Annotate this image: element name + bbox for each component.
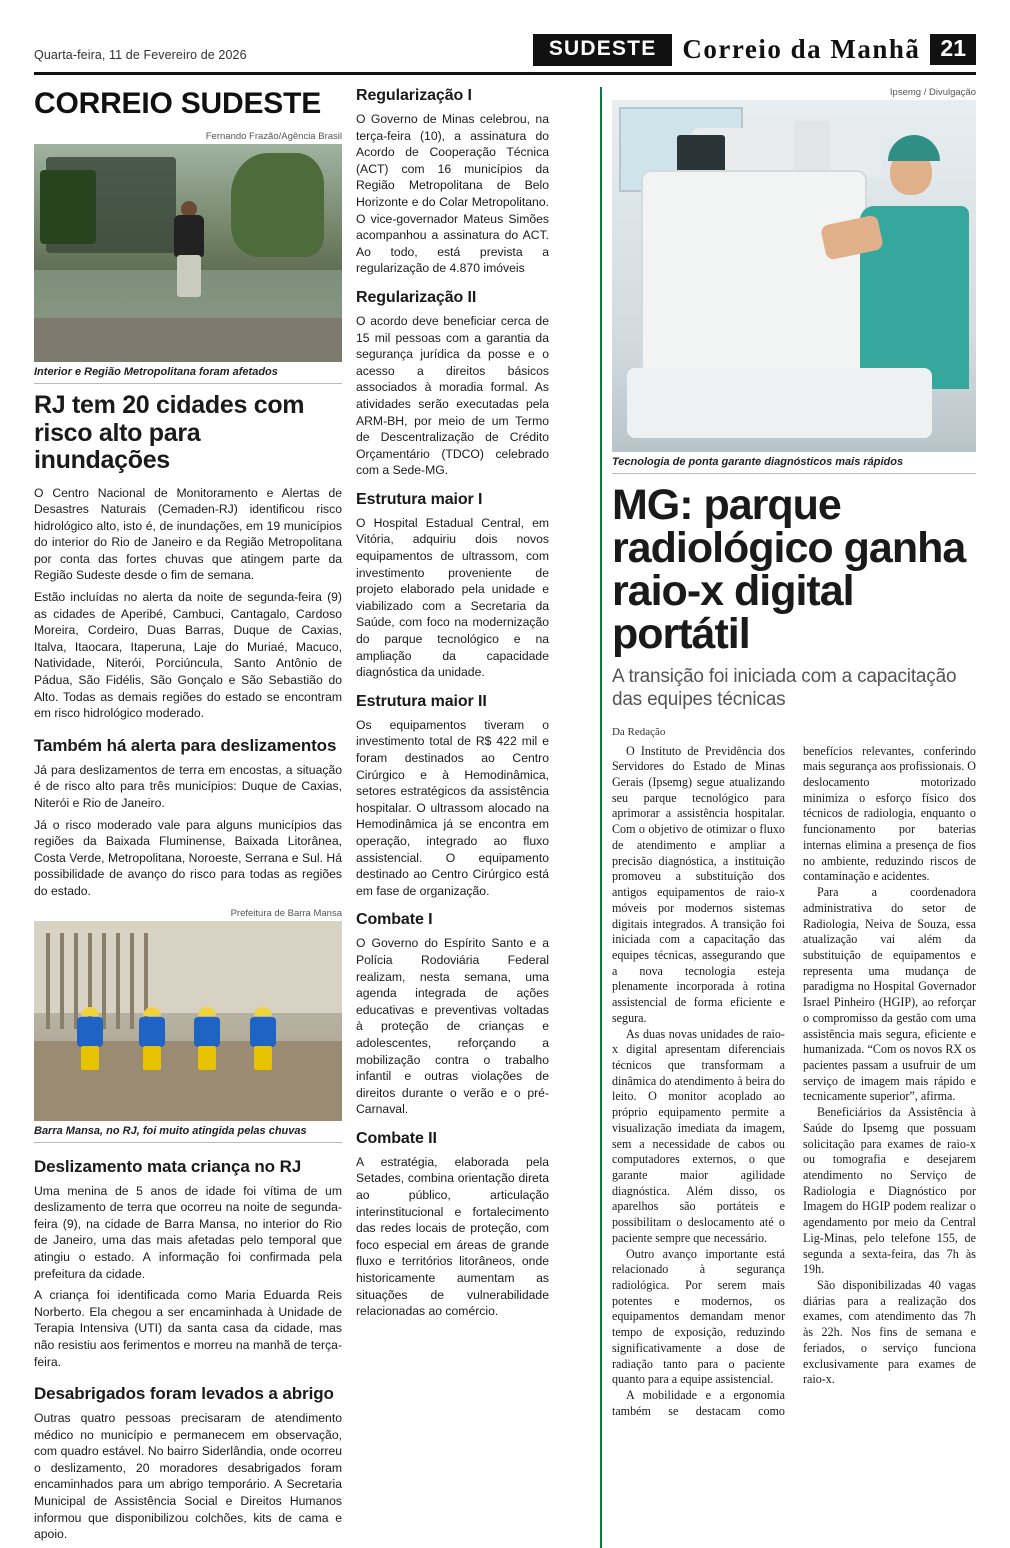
article-paragraph: A criança foi identificada como Maria Eduarda Reis Norberto. Ela chegou a ser encaminhada à Unidade de Terapia Intensiva (UTI) da santa casa da cidade, mas não resistiu aos ferimentos e morreu na manhã de terça-feira. <box>34 1288 342 1369</box>
brief-title: Combate II <box>356 1129 437 1147</box>
xray-photo <box>612 100 976 452</box>
subheading-desabrigados: Desabrigados foram levados a abrigo <box>34 1384 334 1404</box>
brief-text: Os equipamentos tiveram o investimento total de R$ 422 mil e foram destinados ao Centro Cirúrgico e à Hemodinâmica, setores estratégicos da assistência hospitalar. O ultrassom alocado na Hemodinâmica já se encontra em operação, integrado ao fluxo assistencial. O equipamento destinado ao Centro Cirúrgico está em fase de organização. <box>356 717 549 898</box>
article-paragraph: As duas novas unidades de raio-x digital apresentam diferenciais técnicos que transformam a dinâmica do atendimento à beira do leito. O monitor acoplado ao próprio equipamento permite a visualização imediata da imagem, sem a necessidade de cabos ou computadores externos, o que garante maior agilidade diagnóstica. Além disso, os aparelhos são portáteis e possibilitam o deslocamento até o paciente sempre que necessário. <box>611 1026 785 1245</box>
photo-caption-2: Barra Mansa, no RJ, foi muito atingida pelas chuvas <box>34 1121 342 1143</box>
brief-title: Combate I <box>356 911 433 929</box>
column-a <box>34 87 356 1548</box>
brief-title: Regularização II <box>356 288 477 306</box>
brief-title: Estrutura maior I <box>356 490 483 508</box>
flood-photo <box>34 144 342 362</box>
masthead <box>34 34 976 75</box>
brief-text: A estratégia, elaborada pela Setades, combina orientação direta ao público, articulação interinstitucional e fortalecimento das redes locais de proteção, com foco especial em áreas de grande fluxo e territórios litorâneos, onde historicamente aumentam as situações de vulnerabilidade relacionadas ao comércio. <box>356 1154 549 1319</box>
article-paragraph: Beneficiários da Assistência à Saúde do Ipsemg que possuam solicitação para exames de raio-x ou tomografia e desejarem atendimento no Serviço de Radiologia e Diagnóstico por Imagem do HGIP podem realizar o agendamento por meio da Central Lig-Minas, pelo telefone 155, de segunda a sexta-feira, das 7h às 19h. <box>802 1105 976 1277</box>
article-paragraph: Estão incluídas no alerta da noite de segunda-feira (9) as cidades de Aperibé, Cambuci, Cantagalo, Cardoso Moreira, Cordeiro, Duas Barras, Duque de Caxias, Italva, Itaocara, Itaperuna, Laje do Muriaé, Macuco, Natividade, Niterói, Porciúncula, Santo Antônio de Pádua, São Fidélis, São Gonçalo e São Sebastião do Alto. Todas as demais regiões do estado se encontram em risco hidrológico moderado. <box>34 590 342 721</box>
article-paragraph: Outras quatro pessoas precisaram de atendimento médico no município e permanecem em observação, com quadro estável. No bairro Siderlândia, onde ocorreu o deslizamento, 20 moradores desabrigados foram encaminhados para um abrigo temporário. A Secretaria Municipal de Assistência Social e Direitos Humanos informou que disponibilizou colchões, kits de cama e apoio. <box>34 1411 342 1542</box>
article-paragraph: São disponibilizadas 40 vagas diárias para a realização dos exames, com atendimento das 7h às 22h. Nos fins de semana e feriados, o serviço funciona exclusivamente para exames de raio-x. <box>802 1278 976 1387</box>
page-number: 21 <box>930 34 976 65</box>
subheading-crianca: Deslizamento mata criança no RJ <box>34 1156 302 1176</box>
section-title: CORREIO SUDESTE <box>34 87 322 120</box>
photo-credit-2: Prefeitura de Barra Mansa <box>230 907 342 919</box>
article-headline-rj: RJ tem 20 cidades com risco alto para inundações <box>34 391 305 474</box>
brief-text: O Governo de Minas celebrou, na terça-feira (10), a assinatura do Acordo de Cooperação Técnica (ACT) com 16 municípios da Região Metropolitana de Belo Horizonte e do Colar Metropolitano. O vice-governador Mateus Simões acompanhou a assinatura do ACT. Ao todo, está prevista a regularização de 4.870 imóveis <box>356 112 549 276</box>
section-tag: SUDESTE <box>533 34 673 66</box>
photo-caption-1: Interior e Região Metropolitana foram afetados <box>34 362 342 384</box>
brief-item <box>356 1130 549 1320</box>
article-paragraph: Já para deslizamentos de terra em encostas, a situação é de risco alto para três municípios: Duque de Caxias, Niterói e Rio de Janeiro. <box>34 762 342 810</box>
right-section <box>612 87 976 1548</box>
article-paragraph: Uma menina de 5 anos de idade foi vítima de um deslizamento de terra que ocorreu na noite de segunda-feira (9), na cidade de Barra Mansa, no interior do Rio de Janeiro, uma das mais afetadas pelo temporal que atingiu o estado. A informação foi confirmada pela prefeitura da cidade. <box>34 1183 342 1281</box>
photo-credit-3: Ipsemg / Divulgação <box>889 87 976 98</box>
photo-caption-3: Tecnologia de ponta garante diagnósticos mais rápidos <box>612 452 976 474</box>
issue-date: Quarta-feira, 11 de Fevereiro de 2026 <box>34 48 247 62</box>
brief-item <box>356 911 549 1118</box>
subheading-deslizamentos: Também há alerta para deslizamentos <box>34 735 337 755</box>
article-paragraph: Outro avanço importante está relacionado à segurança radiológica. Por serem mais potentes e modernos, os equipamentos demandam menor tempo de exposição, reduzindo significativamente a dose de radiação tanto para o paciente quanto para a equipe assistencial. <box>611 1246 785 1387</box>
article-paragraph: Já o risco moderado vale para alguns municípios das regiões da Baixada Fluminense, Baixada Litorânea, Costa Verde, Metropolitana, Noroeste, Serrana e Sul. Há possibilidade de avanço do risco para todas as regiões do estado. <box>34 817 342 898</box>
article-paragraph: O Instituto de Previdência dos Servidores do Estado de Minas Gerais (Ipsemg) segue atualizando seu parque tecnológico para aprimorar a assistência hospitalar. Com o objetivo de otimizar o fluxo de atendimento e ampliar a precisão diagnóstica, a instituição promoveu a substituição dos antigos equipamentos de raio-x móveis por modernos sistemas digitais integrados. A transição foi iniciada com a capacitação das equipes técnicas, assegurando que a nova tecnologia esteja plenamente incorporada à rotina assistencial de forma eficiente e segura. <box>611 743 785 1025</box>
brief-text: O Hospital Estadual Central, em Vitória, adquiriu dois novos equipamentos de ultrassom, com investimento proveniente de projeto elaborado pela unidade e viabilizado com a Secretaria da Saúde, com foco na modernização do parque tecnológico e na ampliação da capacidade diagnóstica da unidade. <box>356 515 549 680</box>
article-headline-mg: MG: parque radiológico ganha raio-x digital portátil <box>611 481 966 658</box>
brief-item <box>356 491 549 681</box>
page-body <box>34 87 976 1548</box>
paper-name: Correio da Manhã <box>682 34 921 64</box>
article-paragraph: O Centro Nacional de Monitoramento e Alertas de Desastres Naturais (Cemaden-RJ) identificou risco hidrológico alto, isto é, de inundações, em 19 municípios do interior do Rio de Janeiro e da Região Metropolitana por conta das fortes chuvas que atingem parte da Região Sudeste desde o fim de semana. <box>34 485 342 583</box>
vertical-divider <box>600 87 602 1548</box>
barra-mansa-photo <box>34 921 342 1121</box>
byline: Da Redação <box>611 725 666 738</box>
brief-item <box>356 693 549 900</box>
brief-title: Estrutura maior II <box>356 692 487 710</box>
left-section <box>34 87 600 1548</box>
photo-credit-1: Fernando Frazão/Agência Brasil <box>205 131 342 142</box>
brief-item <box>356 87 549 277</box>
article-body-mg <box>612 744 976 1420</box>
article-deck: A transição foi iniciada com a capacitação das equipes técnicas <box>611 666 957 710</box>
article-paragraph: A mobilidade e a ergonomia também se destacam como benefícios relevantes, conferindo mais segurança aos profissionais. O deslocamento motorizado minimiza o esforço físico dos técnicos de radiologia, enquanto o funcionamento por baterias internas elimina a presença de fios no ambiente, reduzindo riscos de contaminação e acidentes. <box>611 743 976 1418</box>
article-paragraph: Para a coordenadora administrativa do setor de Radiologia, Neiva de Souza, essa atualização vai além da substituição de equipamentos e representa uma mudança de paradigma no Hospital Governador Israel Pinheiro (HGIP), ao reforçar o compromisso da gestão com uma assistência mais segura, eficiente e humanizada. “Com os novos RX os pacientes passam a usufruir de um serviço de imagem mais rápido e tecnicamente superior”, afirma. <box>802 885 976 1104</box>
column-b-briefs <box>356 87 549 1548</box>
brief-text: O Governo do Espírito Santo e a Polícia Rodoviária Federal realizam, nesta semana, uma agenda integrada de ações educativas e preventivas voltadas à proteção de crianças e adolescentes, reforçando a mobilização contra o trabalho infantil e outras violações de direitos durante o verão e o pré-Carnaval. <box>356 936 549 1117</box>
brief-title: Regularização I <box>356 87 472 104</box>
brief-item <box>356 289 549 479</box>
masthead-right <box>533 34 976 66</box>
brief-text: O acordo deve beneficiar cerca de 15 mil pessoas com a garantia da segurança jurídica da posse e o acesso a direitos básicos associados à moradia formal. As atividades serão executadas pela ARM-BH, por meio de um Termo de Descentralização de Crédito Orçamentário (TDCO) celebrado com a Sede-MG. <box>356 313 549 478</box>
